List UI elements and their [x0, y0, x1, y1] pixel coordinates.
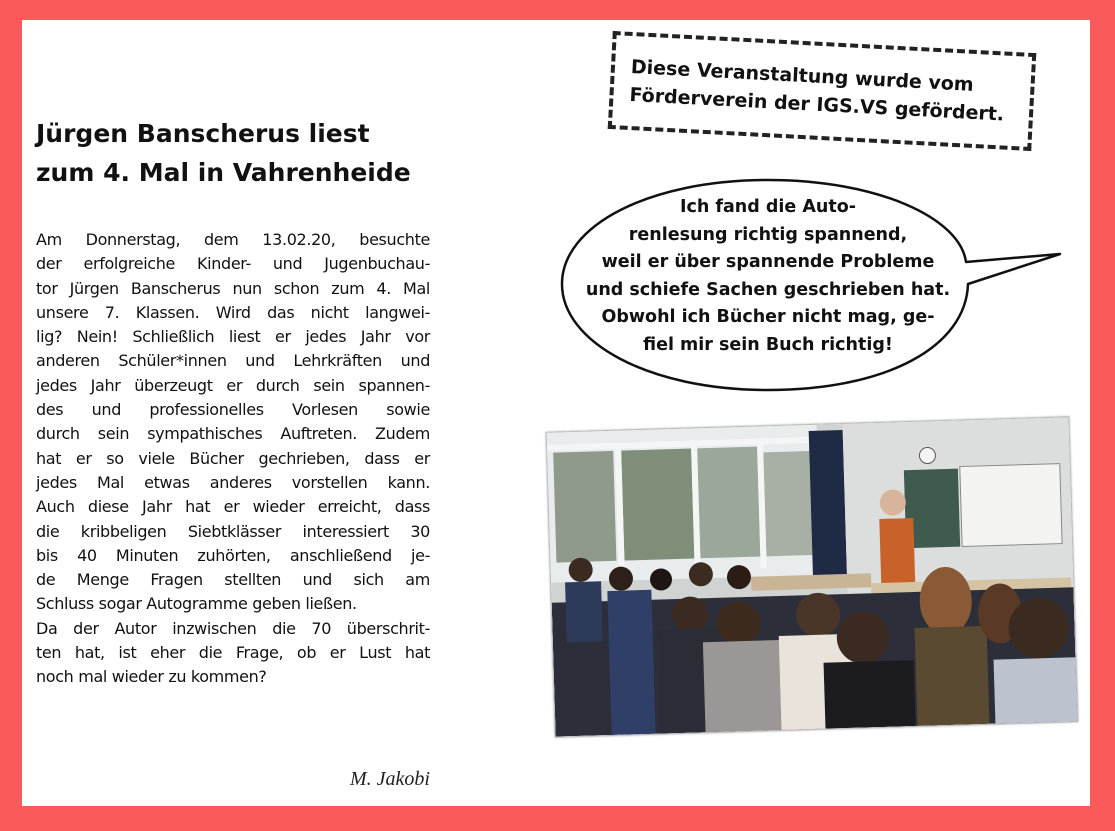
- body-line: bis 40 Minuten zuhörten, anschließend je-: [36, 545, 430, 565]
- bubble-line: Obwohl ich Bücher nicht mag, ge-: [601, 307, 935, 327]
- body-line: lig? Nein! Schließlich liest er jedes Jahr vor: [36, 327, 430, 347]
- body-line: des und professionelles Vorlesen sowie: [36, 400, 430, 420]
- sponsor-note-line: Förderverein der IGS.VS gefördert.: [628, 83, 1005, 126]
- speech-bubble: [548, 166, 1068, 402]
- body-line: tor Jürgen Banscherus nun schon zum 4. Mal: [36, 278, 430, 298]
- body-line: der erfolgreiche Kinder- und Jugenbuchau-: [36, 254, 430, 274]
- body-line: Schluss sogar Autogramme geben ließen.: [36, 594, 357, 614]
- body-line: jedes Jahr überzeugt er durch sein spannen-: [36, 375, 430, 395]
- bubble-line: renlesung richtig spannend,: [628, 224, 908, 245]
- body-line: ten hat, ist eher die Frage, ob er Lust hat: [36, 643, 430, 663]
- body-line: jedes Mal etwas anderes vorstellen kann.: [36, 472, 430, 492]
- body-line: Auch diese Jahr hat er wieder erreicht, dass: [36, 497, 430, 517]
- classroom-photo: [546, 416, 1079, 737]
- body-line: unsere 7. Klassen. Wird das nicht langwei-: [36, 302, 430, 322]
- body-line: Am Donnerstag, dem 13.02.20, besuchte: [36, 230, 430, 249]
- body-line: die kribbeligen Siebtklässer interessiert 30: [36, 521, 430, 541]
- body-line: hat er so viele Bücher gechrieben, dass er: [36, 448, 430, 468]
- bubble-line: Ich fand die Auto-: [679, 197, 857, 217]
- bubble-line: fiel mir sein Buch richtig!: [643, 334, 893, 355]
- article-page: [22, 20, 1090, 806]
- sponsor-note-line: Diese Veranstaltung wurde vom: [630, 55, 975, 96]
- body-line: noch mal wieder zu kommen?: [36, 667, 267, 687]
- author-signature: M. Jakobi: [350, 768, 430, 790]
- classroom-photo-image: [547, 417, 1078, 736]
- bubble-line: und schiefe Sachen geschrieben hat.: [585, 279, 951, 300]
- body-line: Da der Autor inzwischen die 70 überschrit-: [36, 618, 430, 638]
- bubble-line: weil er über spannende Probleme: [601, 252, 935, 272]
- body-line: durch sein sympathisches Auftreten. Zudem: [36, 424, 430, 444]
- title-line: Jürgen Banscherus liest: [36, 119, 370, 148]
- speech-bubble-text: [548, 194, 988, 359]
- body-line: de Menge Fragen stellten und sich am: [36, 570, 430, 590]
- title-line: zum 4. Mal in Vahrenheide: [36, 158, 411, 187]
- body-line: anderen Schüler*innen und Lehrkräften und: [36, 351, 430, 371]
- sponsor-note-box: [608, 31, 1037, 151]
- article-body: [36, 228, 430, 690]
- article-title: [36, 114, 430, 192]
